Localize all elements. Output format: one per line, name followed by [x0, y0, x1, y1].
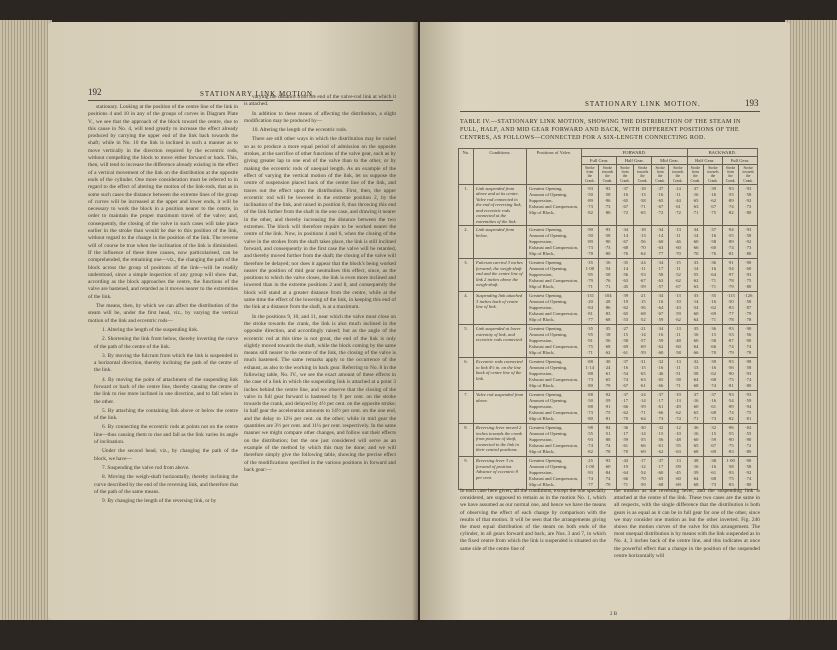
value-cell: ·37 ·16 ·65 ·63 ·71: [687, 184, 704, 226]
position-label: Exhaust and Compression,: [529, 278, 579, 284]
row-condition: Valve rod suspended from above.: [474, 391, 527, 424]
position-label: Slip of Block,: [529, 209, 555, 215]
value-cell: ·84 ·55 ·90 ·72 ·80: [739, 424, 758, 457]
value-cell: ·98 ·55 ·93 ·74 ·82: [582, 424, 599, 457]
value-cell: ·90 ·50 ·89 ·73 ·78: [582, 226, 599, 259]
position-label: Greatest Opening,: [529, 392, 563, 398]
value-cell: ·25 1·00 ·93 ·74 ·77: [582, 457, 599, 490]
row-positions: [527, 325, 582, 358]
value-cell: ·14 ·11 ·44 ·61 ·72: [669, 184, 688, 226]
position-label: Amount of Opening,: [529, 431, 568, 437]
row-positions: [527, 292, 582, 325]
value-cell: ·35 1·00 ·95 ·79 ·71: [582, 259, 599, 292]
position-label: Amount of Opening,: [529, 191, 568, 197]
value-cell: ·93 ·58 ·90 ·73 ·80: [598, 226, 617, 259]
position-label: Slip of Block,: [529, 416, 555, 422]
gear-header: Full Gear.: [582, 157, 617, 165]
list-item: 8. Moving the weigh-shaft horizontally, thereby inclining the curve described by the end of the reversing link, and therefore that of the path of the same means.: [94, 474, 238, 495]
row-condition: Link suspended from above and at its centre. Valve rod connected to the end of reversing link, and eccentric rods connected at the extremities of the link.: [474, 184, 527, 226]
value-cell: ·34 ·16 ·64 ·67 ·59: [652, 292, 669, 325]
value-cell: ·90 ·56 ·90 ·74 ·78: [739, 325, 758, 358]
position-label: Suppression,: [529, 437, 553, 443]
value-cell: ·93 ·55 ·89 ·74 ·82: [722, 184, 739, 226]
value-cell: ·37 ·17 ·60 ·65 ·68: [652, 457, 669, 490]
value-cell: ·30 ·24 ·61 ·65 ·79: [598, 358, 617, 391]
row-number: 9.: [459, 457, 474, 490]
position-label: Amount of Opening,: [529, 299, 568, 305]
position-label: Greatest Opening,: [529, 260, 563, 266]
value-cell: ·104 ·28 ·86 ·83 ·68: [598, 292, 617, 325]
value-cell: ·90 ·58 ·92 ·74 ·80: [739, 457, 758, 490]
row-condition: Eccentric rods connected to link 4½ in. on the line back of centre line of the link.: [474, 358, 527, 391]
sub-header-cell: Stroke from the Crank.: [652, 165, 669, 185]
value-cell: ·33 ·14 ·55 ·62 ·63: [687, 259, 704, 292]
value-cell: ·37 ·16 ·65 ·67 ·72: [652, 184, 669, 226]
position-label: Amount of Opening,: [529, 233, 568, 239]
value-cell: ·35 ·16 ·60 ·64 ·66: [687, 325, 704, 358]
left-column-2: [244, 94, 396, 610]
right-text-column-1: In each case here given, all the conditions, except the one specially considered, are supposed to remain as in the motion No. 1, which we have assumed as our normal one, and hence we have the means of observing the effect of each change by comparison with the results of that motion. It will be seen that the arrangements giving the most equal distribution of the steam on both ends of the cylinder, in all gears forward and back, are Nos. 3 and 7, in which the fixed centre from which the link is suspended is situated on the same side of the centre line of: [460, 488, 606, 552]
position-label: Slip of Block,: [529, 482, 555, 488]
sub-header-cell: Stroke towards the Crank.: [633, 165, 652, 185]
position-label: Exhaust and Compression,: [529, 311, 579, 317]
table-row: [459, 325, 758, 358]
position-label: Slip of Block,: [529, 350, 555, 356]
value-cell: ·21 ·15 ·56 ·68 ·52: [633, 292, 652, 325]
value-cell: ·38 ·16 ·59 ·64 ·68: [687, 457, 704, 490]
value-cell: ·18 ·13 ·56 ·70 ·64: [633, 226, 652, 259]
value-cell: ·33 ·14 ·54 ·60 ·64: [687, 292, 704, 325]
position-label: Exhaust and Compression,: [529, 245, 579, 251]
value-cell: ·35 ·14 ·56 ·63 ·45: [617, 259, 634, 292]
right-page-number: 193: [745, 98, 759, 108]
table-row: [459, 259, 758, 292]
right-running-head: STATIONARY LINK MOTION.: [585, 100, 701, 108]
value-cell: ·31 ·15 ·65 ·63 ·61: [633, 358, 652, 391]
row-positions: [527, 391, 582, 424]
position-label: Greatest Opening,: [529, 425, 563, 431]
value-cell: ·15 ·11 ·52 ·62 ·67: [669, 259, 688, 292]
row-condition: Link suspended at lower extremity of link, and eccentric rods connected.: [474, 325, 527, 358]
list-item: 7. Suspending the valve rod from above.: [102, 464, 190, 471]
sub-header-cell: Stroke from the Crank.: [722, 165, 739, 185]
list-item: 2. Shortening the link from below, thereby inverting the curve of the path of the centre of the link.: [94, 336, 238, 350]
position-label: Greatest Opening,: [529, 185, 563, 191]
value-cell: ·93 ·50 ·89 ·73 ·82: [582, 184, 599, 226]
value-cell: ·93 ·54 ·89 ·74 ·82: [722, 391, 739, 424]
position-label: Amount of Opening,: [529, 266, 568, 272]
value-cell: ·93 ·58 ·96 ·73 ·80: [598, 184, 617, 226]
position-label: Exhaust and Compression,: [529, 344, 579, 350]
sub-header-cell: Stroke towards the Crank.: [704, 165, 723, 185]
value-cell: ·30 ·14 ·55 ·66 ·69: [633, 424, 652, 457]
value-cell: ·131 ·20 ·84 ·81 ·77: [582, 292, 599, 325]
value-cell: ·34 ·14 ·60 ·63 ·77: [652, 226, 669, 259]
value-cell: ·36 ·17 ·59 ·61 ·70: [617, 424, 634, 457]
value-cell: ·37 ·16 ·60 ·65 ·71: [687, 391, 704, 424]
value-cell: ·113 ·50 ·83 ·77 ·78: [722, 292, 739, 325]
value-cell: ·90 ·60 ·93 ·75 ·80: [739, 259, 758, 292]
value-cell: ·38 ·16 ·61 ·68 ·73: [704, 457, 723, 490]
row-number: 4.: [459, 292, 474, 325]
value-cell: 1·00 ·58 ·93 ·75 ·83: [722, 457, 739, 490]
value-cell: ·34 ·16 ·59 ·62 ·60: [652, 325, 669, 358]
value-cell: ·16 ·54 ·58 ·76 ·71: [598, 259, 617, 292]
value-cell: ·93 ·56 ·90 ·75 ·81: [722, 358, 739, 391]
position-label: Exhaust and Compression,: [529, 443, 579, 449]
value-cell: ·37 ·16 ·61 ·68 ·73: [704, 391, 723, 424]
value-cell: ·32 ·15 ·56 ·61 ·62: [652, 424, 669, 457]
row-positions: [527, 226, 582, 259]
position-label: Greatest Opening,: [529, 293, 563, 299]
value-cell: ·91 ·54 ·97 ·78 ·79: [722, 259, 739, 292]
value-cell: ·34 ·14 ·60 ·66 ·70: [687, 226, 704, 259]
row-condition: Link suspended from below.: [474, 226, 527, 259]
value-cell: ·35 ·95 ·91 ·75 ·71: [582, 325, 599, 358]
value-cell: ·93 ·53 ·87 ·74 ·79: [722, 325, 739, 358]
col-header-forward: FORWARD.: [582, 149, 688, 157]
paragraph: 10. Altering the length of the eccentric rods.: [252, 127, 348, 134]
paragraph: There are still other ways in which the distribution may be varied so as to produce a more equal period of admission on the opposite strokes, at the sacrifice of other functions of the valve gear, such as by giving greater lap to one end of the valve than to the other, or by making the eccentric rods of unequal length. As an example of the effect of varying the vertical motion of the link, let us suppose the centre of suspension placed back of the centre line of the link, and traces out the effect upon the distribution. First, then, the upper eccentric rod will be lowered in the extreme position 2, by the inclination of the link, and raised in position 8, thus throwing this end of the link further from the shaft in the one case, and drawing it nearer in the other, and thereby increasing the distance between the two extremes. The block will therefore require to be worked nearer the centre of the link. Now, in positions 4 and 6, when the closing of the valve in the strokes from the shaft takes place, the link is still inclined forward, and consequently in the first case the valve will be retarded, and thereby moved further from the shaft; the closing of the valve will therefore be delayed; nor does it appear that the block's being worked nearer the position of mid gear neutralises this effect, since, as the positions to which the valve closes, the link is even more inclined and lowered than in the extreme positions 2 and 8, and consequently the block will stand at a greater distance from the centre, while at the same time the effect of the lowering of the link, in keeping this end of the link at a distance from the shaft, is at a maximum.: [244, 136, 396, 311]
value-cell: ·27 ·15 ·58 ·69 ·61: [617, 325, 634, 358]
value-cell: ·37 ·16 ·54 ·74 ·67: [617, 358, 634, 391]
value-cell: ·92 ·59 ·91 ·75 ·81: [598, 391, 617, 424]
position-label: Amount of Opening,: [529, 365, 568, 371]
list-item: 4. By moving the point of attachment of the suspending link forward or back of the centre line, thereby causing the centre of the link to rise more inclined in one direction, and to fall when in the other.: [94, 376, 238, 405]
col-header-conditions: Conditions.: [474, 149, 527, 185]
sub-header-cell: Stroke towards the Crank.: [598, 165, 617, 185]
list-item: 5. By attaching the containing link above or below the centre of the link.: [94, 407, 238, 422]
position-label: Exhaust and Compression,: [529, 410, 579, 416]
gear-header: Half Gear.: [617, 157, 652, 165]
row-positions: [527, 424, 582, 457]
row-condition: Suspending link attached 3 inches back of centre line of link.: [474, 292, 527, 325]
value-cell: ·98 ·58 ·93 ·74 ·80: [739, 358, 758, 391]
position-label: Suppression,: [529, 272, 553, 278]
position-label: Suppression,: [529, 338, 553, 344]
paragraph: The means, then, by which we can affect the distribution of the steam will be, under the first head, viz., by varying the vertical motion of the link and eccentric rods—: [88, 303, 238, 324]
gear-header: Half Gear.: [687, 157, 722, 165]
position-label: Greatest Opening,: [529, 326, 563, 332]
table-row: [459, 292, 758, 325]
signature-mark: 2 B: [610, 612, 618, 617]
position-label: Suppression,: [529, 404, 553, 410]
value-cell: ·19 ·13 ·49 ·62 ·74: [669, 391, 688, 424]
right-head-rule: [460, 111, 760, 112]
right-text-column-2: the motion as the reversing lever, and the suspending link is attached at the centre of the link. These two cases are the same in all respects, with the single difference that the distribution is both gears is as equal as it can be in full gear for one of the other, since we may consider one motion as but the other inverted. Fig. 246 shows the motion curves of the valve for this arrangement. The most unequal distribution is by means with the link suspended as in No. 4, 3 inches back of the centre line, and this indicates at once the powerful effect that a change in the position of the suspended centre horizontally will: [614, 488, 760, 559]
sub-header-cell: Stroke from the Crank.: [582, 165, 599, 185]
value-cell: ·13 ·09 ·45 ·60 ·69: [669, 457, 688, 490]
value-cell: ·88 1·14 ·88 ·73 ·80: [582, 358, 599, 391]
row-number: 3.: [459, 259, 474, 292]
gear-header: Full Gear.: [722, 157, 757, 165]
value-cell: ·43 ·19 ·64 ·66 ·71: [617, 457, 634, 490]
sub-header-cell: Stroke towards the Crank.: [739, 165, 758, 185]
position-label: Greatest Opening,: [529, 458, 563, 464]
value-cell: ·88 ·50 ·88 ·73 ·80: [582, 391, 599, 424]
value-cell: ·39 ·16 ·62 ·68 ·74: [704, 358, 723, 391]
value-cell: ·24 ·11 ·53 ·67 ·59: [633, 259, 652, 292]
left-page-number: 192: [88, 87, 102, 97]
position-label: Suppression,: [529, 197, 553, 203]
position-label: Suppression,: [529, 371, 553, 377]
value-cell: ·84 ·51 ·88 ·74 ·78: [598, 424, 617, 457]
value-cell: ·17 ·12 ·54 ·70 ·59: [633, 457, 652, 490]
value-cell: ·37 ·17 ·61 ·66 ·73: [652, 391, 669, 424]
value-cell: ·13 ·11 ·51 ·58 ·71: [669, 358, 688, 391]
sub-header-cell: Stroke towards the Crank.: [669, 165, 688, 185]
list-item: 6. By connecting the eccentric rods at points not on the centre line—thus causing them to rise and fall as the link varies its angle of inclination.: [94, 424, 238, 446]
row-number: 8.: [459, 424, 474, 457]
table-row: [459, 457, 758, 490]
position-label: Amount of Opening,: [529, 398, 568, 404]
row-number: 6.: [459, 358, 474, 391]
value-cell: ·21 ·14 ·57 ·69 ·59: [633, 325, 652, 358]
value-cell: ·37 ·16 ·58 ·60 ·76: [704, 226, 723, 259]
value-cell: ·93 ·58 ·92 ·73 ·80: [739, 184, 758, 226]
value-cell: ·35 ·18 ·56 ·68 ·62: [598, 325, 617, 358]
value-cell: ·12 ·10 ·48 ·55 ·63: [669, 424, 688, 457]
value-cell: ·36 ·16 ·64 ·71 ·71: [704, 259, 723, 292]
col-header-backward: BACKWARD.: [687, 149, 757, 157]
position-label: Amount of Opening,: [529, 332, 568, 338]
left-page-edges: [0, 20, 52, 620]
row-number: 1.: [459, 184, 474, 226]
position-label: Exhaust and Compression,: [529, 476, 579, 482]
value-cell: ·39 ·19 ·62 ·65 ·53: [617, 292, 634, 325]
value-cell: ·32 ·16 ·46 ·65 ·66: [652, 358, 669, 391]
value-cell: ·34 ·17 ·58 ·63 ·57: [652, 259, 669, 292]
table-body: [459, 184, 758, 490]
row-number: 7.: [459, 391, 474, 424]
position-label: Exhaust and Compression,: [529, 377, 579, 383]
distribution-table: [458, 148, 758, 490]
row-positions: [527, 184, 582, 226]
gear-header: Mid Gear.: [652, 157, 687, 165]
row-number: 5.: [459, 325, 474, 358]
position-label: Slip of Block,: [529, 383, 555, 389]
table-row: [459, 184, 758, 226]
list-item: 9. By changing the length of the reversing link, or by: [102, 498, 217, 505]
position-label: Exhaust and Compression,: [529, 203, 579, 209]
paragraph: varying the distance from the end of the valve-rod link at which it is attached.: [244, 94, 396, 108]
row-condition: Fulcrum carried 3 inches forward; the weigh-shaft end and the centre line of link 2 inches above the weigh-shaft.: [474, 259, 527, 292]
row-condition: Reversing lever moved 2 inches towards the crank from position of shaft, connected to the link in their central positions.: [474, 424, 527, 457]
value-cell: ·13 ·11 ·48 ·60 ·58: [669, 325, 688, 358]
position-label: Greatest Opening,: [529, 359, 563, 365]
right-page-edges: [785, 20, 837, 620]
left-column-1: [88, 104, 238, 616]
table-caption: TABLE IV.—STATIONARY LINK MOTION, SHOWING THE DISTRIBUTION OF THE STEAM IN FULL, HALF, AND MID GEAR FORWARD AND BACK, WITH DIFFERENT POSITIONS OF THE CENTRES, AS FOLLOWS—CONNECTED FOR A SIX-LENGTH CONNECTING ROD.: [460, 119, 741, 141]
table-row: [459, 226, 758, 259]
value-cell: ·96 ·55 ·90 ·75 ·83: [722, 424, 739, 457]
col-header-positions: Positions of Valve.: [527, 149, 582, 185]
list-item: 1. Altering the length of the suspending link.: [102, 326, 199, 333]
sub-header-cell: Stroke from the Crank.: [687, 165, 704, 185]
row-condition: Reversing lever 3 in. forward of position. Advance of eccentric 8 per cent.: [474, 457, 527, 490]
value-cell: ·36 ·16 ·60 ·65 ·68: [687, 424, 704, 457]
value-cell: ·39 ·16 ·62 ·67 ·75: [704, 184, 723, 226]
position-label: Suppression,: [529, 305, 553, 311]
position-label: Amount of Opening,: [529, 464, 568, 470]
value-cell: ·36 ·15 ·58 ·66 ·70: [704, 325, 723, 358]
value-cell: ·93 ·58 ·92 ·73 ·80: [739, 226, 758, 259]
value-cell: ·35 ·16 ·62 ·69 ·71: [704, 292, 723, 325]
position-label: Slip of Block,: [529, 449, 555, 455]
value-cell: ·37 ·17 ·66 ·62 ·70: [617, 391, 634, 424]
value-cell: ·93 ·59 ·94 ·75 ·81: [739, 391, 758, 424]
position-label: Slip of Block,: [529, 317, 555, 323]
paragraph: In addition to these means of affecting the distribution, a slight modification may be produced by—: [244, 110, 396, 124]
position-label: Greatest Opening,: [529, 227, 563, 233]
value-cell: ·34 ·14 ·67 ·68 ·76: [617, 226, 634, 259]
row-positions: [527, 358, 582, 391]
list-item: 3. By moving the fulcrum from which the link is suspended in a horizontal direction, thereby inclining the path of the centre of the link.: [94, 352, 238, 374]
value-cell: ·32 ·13 ·58 ·64 ·68: [687, 358, 704, 391]
row-number: 2.: [459, 226, 474, 259]
value-cell: ·24 ·14 ·59 ·71 ·64: [633, 391, 652, 424]
sub-header-cell: Stroke from the Crank.: [617, 165, 634, 185]
value-cell: ·37 ·16 ·65 ·67 ·72: [617, 184, 634, 226]
value-cell: ·94 ·55 ·89 ·74 ·81: [722, 226, 739, 259]
paragraph: In the positions 9, 10, and 11, near which the valve must close on the stroke towards the crank, the link is also much inclined in the opposite direction, and accordingly raised; but as the angle of the eccentric rod at this time is not great, the end of the link is only slightly moved towards the shaft, while the block coming by the same means still nearer to the centre of the link, the closing of the valve is much hastened. The same remarks apply to the occurrence of the exhaust, as also to the working in back gear. Referring to No. 8 in the following table, No. IV., we see the exact amount of these effects in the case of a link in which the suspending link is attached at a point 3 inches behind the centre line, and we observe that the closing of the valve in full gear forward is hastened by 9 per cent. on the stroke towards the crank, and delayed by 4½ per cent. on the opposite stroke; in half gear the acceleration amounts to 14½ per cent. on the one end, and the delay to 12¼ per cent. on the other; while in mid gear the quantities are 3½ per cent. and 11¼ per cent. respectively. In the same manner we might compare other changes, and follow out their effects on the distribution; but the one just considered will serve as an example of the method by which this may be done; and we will therefore simply give the following table, showing the precise effect of the modifications specified in the various positions in forward and back gear:—: [244, 313, 396, 473]
value-cell: ·126 ·58 ·87 ·79 ·78: [739, 292, 758, 325]
position-label: Suppression,: [529, 470, 553, 476]
position-label: Slip of Block,: [529, 284, 555, 290]
row-positions: [527, 259, 582, 292]
position-label: Slip of Block,: [529, 251, 555, 257]
col-header-no: No.: [459, 149, 474, 185]
value-cell: ·13 ·11 ·46 ·60 ·70: [669, 226, 688, 259]
value-cell: ·13 ·10 ·43 ·59 ·62: [669, 292, 688, 325]
row-positions: [527, 457, 582, 490]
paragraph: stationary. Looking at the position of the centre line of the link in positions 4 and 10 in any of the groups of curves in Diagram Plate V., we see that the approach of the block toward the centre, due to this cause in No. 4, will tend greatly to increase the effect already produced by carrying the upper end of the link back towards the shaft; while in No. 10 the link is inclined in such a manner as to move vertically in the direction required by the eccentric rods, without compelling the block to move either forward or back. This, then, will tend to increase the difference already existing in the effect of a vertical movement of the link on the distribution at the opposite ends of the cylinder. One more consideration must be referred to in regard to the effect of altering the motion of the link-rods, that as in some such cases the distance between the extreme lines of the group of curves will be increased at the upper and lower ends, it will be necessary to work the block in a position nearer to the centre, in order to maintain the proper maximum travel of the valve; and, consequently, the closing of the valve in such cases will take place earlier in the stroke than would be due to this position of the link, without regard to the change in the position of the link. The reverse will of course be true when the inclination of the link is diminished. If the influence of these three causes, now particularised, can be comprehended, the remaining one—viz., the changing the path of the block across the group of positions of the link—will be readily understood, since a simple inspection of any group will show that, according as the block approaches the centre, the functions of the valve are hastened, and retarded as it moves nearer to the extremities of the link.: [88, 104, 238, 300]
value-cell: ·93 ·60 ·84 ·74 ·79: [598, 457, 617, 490]
table-row: [459, 424, 758, 457]
left-running-head: STATIONARY LINK MOTION.: [200, 90, 316, 98]
value-cell: ·18 ·13 ·58 ·71 ·65: [633, 184, 652, 226]
position-label: Suppression,: [529, 239, 553, 245]
value-cell: ·32 ·15 ·59 ·67 ·69: [704, 424, 723, 457]
list-item: Under the second head, viz., by changing the path of the block, we have—: [94, 448, 238, 462]
table-row: [459, 391, 758, 424]
table-row: [459, 358, 758, 391]
